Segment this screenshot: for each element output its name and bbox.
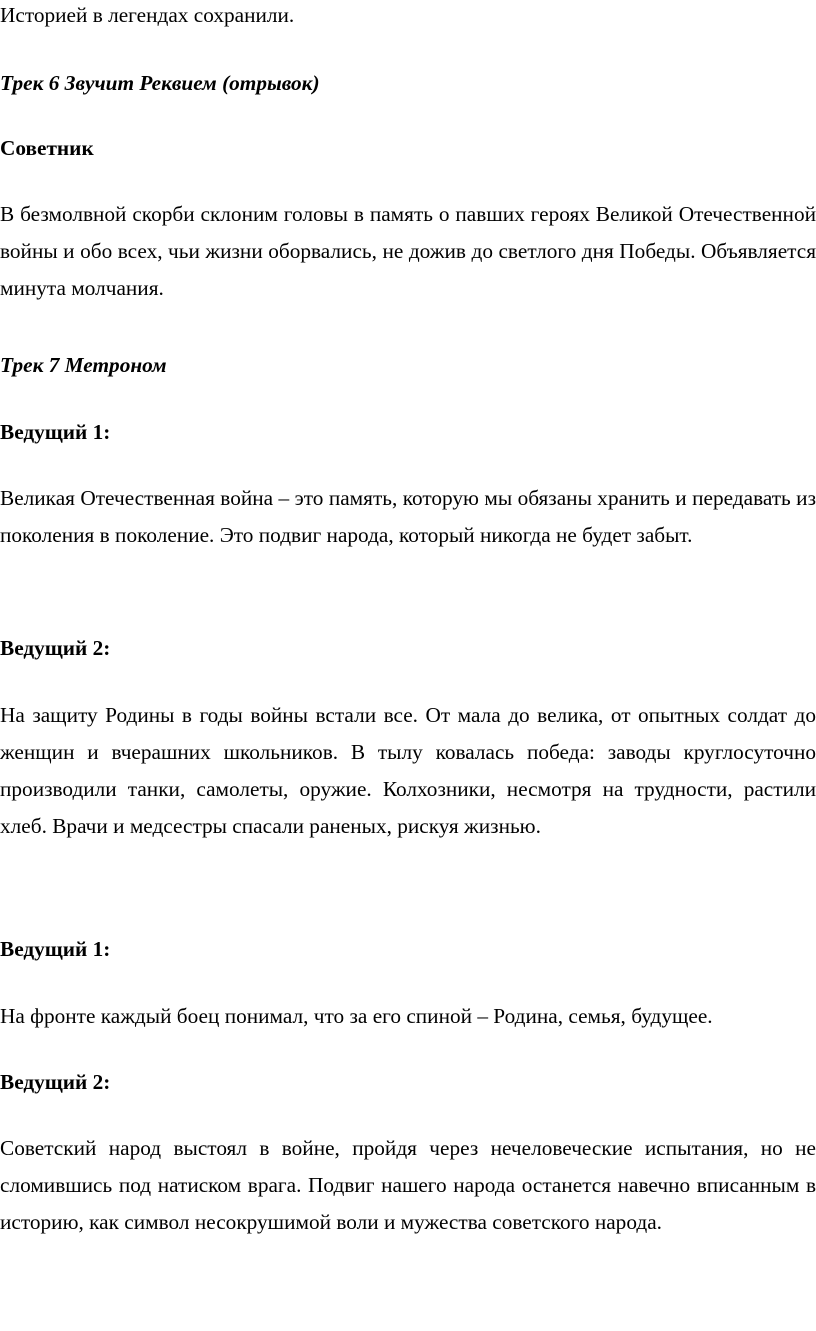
speaker-label-host-1-second: Ведущий 1: (0, 937, 111, 961)
host-2-paragraph-second: Советский народ выстоял в войне, пройдя через нечеловеческие испытания, но не сломившись под натиском врага. Подвиг нашего народа останется навечно вписанным в историю, как символ несокрушимой воли и мужества советского народа. (0, 1136, 816, 1234)
track-7-heading: Трек 7 Метроном (0, 353, 167, 377)
intro-line: Историей в легендах сохранили. (0, 3, 295, 27)
speaker-label-host-2-second: Ведущий 2: (0, 1070, 111, 1094)
host-1-paragraph-second: На фронте каждый боец понимал, что за его спиной – Родина, семья, будущее. (0, 1004, 713, 1028)
host-2-paragraph: На защиту Родины в годы войны встали все. От мала до велика, от опытных солдат до женщин и вчерашних школьников. В тылу ковалась победа: заводы круглосуточно производили танки, самолеты, оружие. Колхозники, несмотря на трудности, растили хлеб. Врачи и медсестры спасали раненых, рискуя жизнью. (0, 703, 816, 838)
host-1-paragraph: Великая Отечественная война – это память, которую мы обязаны хранить и передавать из поколения в поколение. Это подвиг народа, который никогда не будет забыт. (0, 486, 816, 547)
speaker-label-advisor: Советник (0, 136, 94, 160)
advisor-paragraph: В безмолвной скорби склоним головы в память о павших героях Великой Отечественной войны и обо всех, чьи жизни оборвались, не дожив до светлого дня Победы. Объявляется минута молчания. (0, 202, 816, 300)
speaker-label-host-1: Ведущий 1: (0, 420, 111, 444)
speaker-label-host-2: Ведущий 2: (0, 636, 111, 660)
track-6-heading: Трек 6 Звучит Реквием (отрывок) (0, 71, 320, 95)
